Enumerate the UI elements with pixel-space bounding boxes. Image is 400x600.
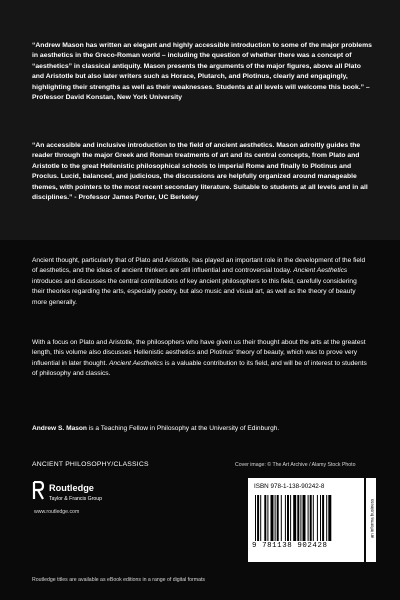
barcode-bar [326,495,327,541]
barcode-bar [281,495,282,541]
endorsement-quote-1-text: “Andrew Mason has written an elegant and highly accessible introduction to some of the major problems in aesthetics in the Greco-Roman world – including the question of whether there was a concept of “aesthetics” in classical antiquity. Mason presents the arguments of the major figures, above all Plato and Aristotle but also later writers such as Horace, Plutarch, and Plotinus, clearly and engagingly, highlighting their strengths as well as their weaknesses. Students at all levels will welcome this book.” [32,42,372,91]
barcode-bar [317,495,318,541]
barcode-bar [328,495,331,541]
ean-number: 9 781138 902428 [252,542,328,550]
barcode-bar [322,495,324,541]
barcode-bar [293,495,296,541]
author-name: Andrew S. Mason [32,425,87,432]
publisher-logo [32,480,152,514]
routledge-r-icon [32,481,45,500]
endorsement-panel [0,0,400,240]
barcode-bar [257,495,259,541]
description-paragraph-2 [32,338,370,380]
publisher-url[interactable]: www.routledge.com [34,509,80,515]
author-bio [32,424,370,434]
barcode-bar [313,495,314,541]
endorsement-quote-2-attribution: - Professor James Porter, UC Berkeley [72,194,199,202]
barcode-bar [320,495,321,541]
barcode-panel [248,478,364,562]
barcode-bar [300,495,301,541]
barcode [255,495,357,543]
description-text: introduces and discusses the central contributions of key ancient philosophers to this field, carefully considering their theories regarding the arts, especially poetry, but also music and visual art, as well as the theory of beauty more generally. [32,277,357,306]
subject-category: ANCIENT PHILOSOPHY/CLASSICS [32,461,149,468]
book-title-italic: Ancient Aesthetics [108,359,163,367]
description-text: With a focus on Plato and Aristotle, the philosophers who have given us their thought about the arts at the greatest length, this volume also discusses Hellenistic aesthetics and Plotinus’ theory of beauty, which was to prove very influential in later thought. [32,339,366,367]
publisher-group: Taylor & Francis Group [49,496,103,502]
barcode-bar [277,495,279,541]
barcode-bar [267,495,268,541]
description-text: Ancient thought, particularly that of Plato and Aristotle, has played an important role in the development of the field of aesthetics, and the ideas of ancient thinkers are still influential and controversial today. [32,257,366,275]
barcode-bar [264,495,266,541]
barcode-bar [255,495,256,541]
barcode-bar [297,495,299,541]
barcode-bar [287,495,289,541]
barcode-bar [290,495,291,541]
barcode-bar [275,495,276,541]
ebook-availability-note: Routledge titles are available as eBook editions in a range of digital formats [32,577,206,583]
barcode-bar [308,495,309,541]
barcode-bar [260,495,261,541]
endorsement-quote-2 [32,141,372,203]
barcode-bar [303,495,306,541]
publisher-name: Routledge [49,483,94,493]
informa-tagline: an informa business [369,498,375,539]
book-title-italic: Ancient Aesthetics [293,267,348,275]
description-text: is a valuable contribution to its field, and will be of interest to students of philosophy and classics. [32,359,367,378]
informa-tab [366,478,376,562]
isbn-text: ISBN 978-1-138-90242-8 [254,483,325,490]
endorsement-quote-1-attribution: – Professor David Konstan, New York University [32,83,370,102]
barcode-bar [285,495,286,541]
barcode-bar [271,495,274,541]
barcode-bar [310,495,312,541]
endorsement-quote-1 [32,41,372,103]
description-paragraph-1 [32,256,370,308]
cover-image-credit: Cover image: © The Art Archive / Alamy Stock Photo [235,462,356,468]
endorsement-quote-2-text: “An accessible and inclusive introduction to the field of ancient aesthetics. Mason adroitly guides the reader through the major Greek and Roman treatments of art and its central concepts, from Plato and Aristotle to the great Hellenistic philosophical schools to imperial Rome and finally to Plotinus and Proclus. Lucid, balanced, and judicious, the discussions are helpfully organized around manageable themes, with pointers to the most recent secondary literature. Suitable to students at all levels and in all disciplines.” [32,142,368,202]
author-bio-text: is a Teaching Fellow in Philosophy at the University of Edinburgh. [86,425,280,432]
